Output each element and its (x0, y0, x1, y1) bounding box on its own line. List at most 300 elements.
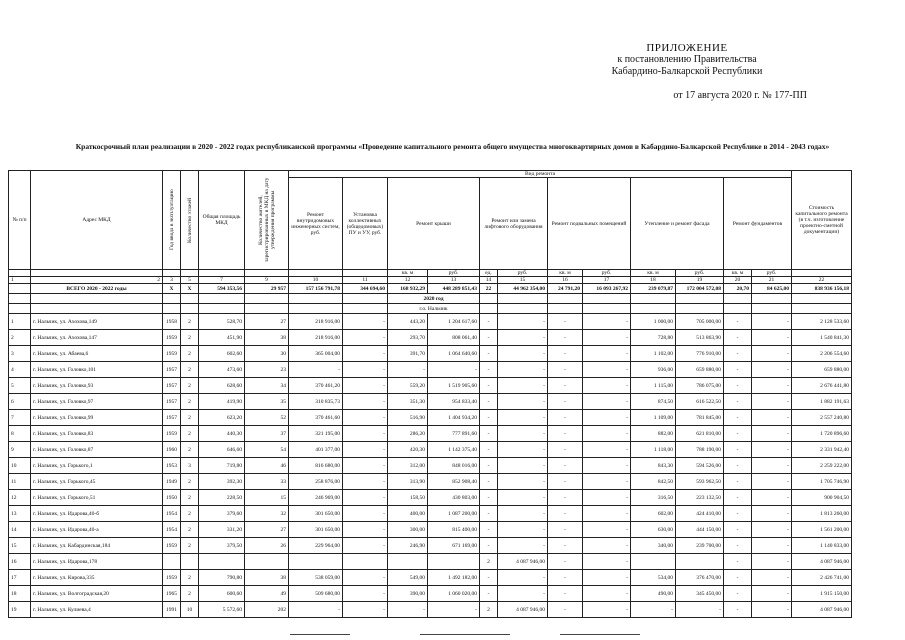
row-elev-rub: - (498, 378, 548, 394)
row-roof-sqm: 400,00 (388, 506, 428, 522)
total-label: ВСЕГО 2020 - 2022 годы (31, 284, 163, 294)
appendix-line-2: Кабардино-Балкарской Республики (611, 66, 763, 77)
row-floors: 2 (181, 490, 199, 506)
row-cost: 1 561 200,00 (792, 522, 852, 538)
row-utility: 321 195,00 (289, 426, 343, 442)
row-floors (181, 554, 199, 570)
row-roof-sqm: 312,00 (388, 458, 428, 474)
row-base-sqm: - (548, 522, 583, 538)
row-address: г. Нальчик, ул. Головко,93 (31, 378, 163, 394)
row-residents: 35 (245, 394, 289, 410)
row-base-sqm: - (548, 602, 583, 618)
row-utility: 258 876,00 (289, 474, 343, 490)
row-address: г. Нальчик, ул. Горького,45 (31, 474, 163, 490)
row-year: 1959 (163, 426, 181, 442)
row-elev-units: - (480, 378, 498, 394)
row-floors: 2 (181, 442, 199, 458)
row-cost: 4 087 946,00 (792, 602, 852, 618)
row-num: 13 (9, 506, 31, 522)
row-address: г. Нальчик, ул. Абаева,6 (31, 346, 163, 362)
row-area: 602,60 (199, 346, 245, 362)
appendix-header (567, 42, 807, 78)
row-utility: 301 650,00 (289, 522, 343, 538)
table-row (9, 346, 852, 362)
row-roof-rub: - (428, 362, 480, 378)
row-base-sqm: - (548, 330, 583, 346)
col-facade: Утепление и ремонт фасада (631, 178, 724, 270)
row-fac-sqm (631, 554, 676, 570)
row-num: 16 (9, 554, 31, 570)
total-meters: 344 694,60 (343, 284, 388, 294)
row-fnd-sqm: - (724, 314, 752, 330)
row-residents: 26 (245, 538, 289, 554)
row-roof-sqm: 300,00 (388, 522, 428, 538)
row-fnd-rub: - (752, 490, 792, 506)
row-area: 600,60 (199, 586, 245, 602)
row-fac-rub: 376 470,00 (676, 570, 724, 586)
row-utility: 218 916,00 (289, 330, 343, 346)
row-meters: - (343, 538, 388, 554)
row-base-rub: - (583, 346, 631, 362)
row-address: г. Нальчик, ул. Головко,97 (31, 394, 163, 410)
row-year: 1960 (163, 442, 181, 458)
row-roof-rub: 430 803,00 (428, 490, 480, 506)
row-floors: 2 (181, 426, 199, 442)
row-elev-rub: - (498, 330, 548, 346)
row-area: 646,60 (199, 442, 245, 458)
row-elev-rub: - (498, 474, 548, 490)
row-cost: 2 426 741,00 (792, 570, 852, 586)
row-floors: 3 (181, 458, 199, 474)
row-fnd-sqm: - (724, 522, 752, 538)
row-num: 10 (9, 458, 31, 474)
row-roof-rub: 852 908,40 (428, 474, 480, 490)
footer-rule (290, 634, 350, 635)
row-elev-units: - (480, 330, 498, 346)
row-elev-units: - (480, 538, 498, 554)
row-address: г. Нальчик, ул. Кирова,335 (31, 570, 163, 586)
row-roof-rub: 1 492 182,00 (428, 570, 480, 586)
row-residents (245, 554, 289, 570)
unit-elev-units: ед. (480, 270, 498, 277)
colnum: 15 (498, 277, 548, 284)
row-fnd-rub: - (752, 522, 792, 538)
row-elev-rub: - (498, 570, 548, 586)
row-cost: 2 128 533,60 (792, 314, 852, 330)
total-elev-rub: 44 962 354,00 (498, 284, 548, 294)
row-address: г. Нальчик, ул. Ахохова,149 (31, 314, 163, 330)
row-roof-rub: 1 060 020,00 (428, 586, 480, 602)
row-year (163, 554, 181, 570)
row-area: 528,70 (199, 314, 245, 330)
row-elev-units: - (480, 570, 498, 586)
row-fac-sqm: 534,00 (631, 570, 676, 586)
row-cost: 4 087 946,00 (792, 554, 852, 570)
row-address: г. Нальчик, ул. Волгоградская,20 (31, 586, 163, 602)
row-roof-sqm: 351,30 (388, 394, 428, 410)
colnum: 16 (548, 277, 583, 284)
unit-fnd-sqm: кв. м (724, 270, 752, 277)
row-elev-rub: - (498, 522, 548, 538)
row-fnd-rub: - (752, 346, 792, 362)
row-base-sqm: - (548, 410, 583, 426)
colnum: 2 (31, 277, 163, 284)
colnum: 18 (631, 277, 676, 284)
row-meters: - (343, 426, 388, 442)
footer-rule (420, 634, 510, 635)
total-fnd-sqm: 20,70 (724, 284, 752, 294)
colnum: 22 (792, 277, 852, 284)
total-roof-sqm: 168 932,29 (388, 284, 428, 294)
col-repair-type: Вид ремонта (289, 171, 792, 178)
row-area: 628,60 (199, 378, 245, 394)
row-base-rub: - (583, 378, 631, 394)
total-cost: 838 936 156,18 (792, 284, 852, 294)
row-fnd-rub: - (752, 410, 792, 426)
col-residents (245, 171, 289, 270)
table-row (9, 330, 852, 346)
row-address: г. Нальчик, ул. Головко,87 (31, 442, 163, 458)
year-row (9, 294, 852, 304)
row-roof-rub (428, 554, 480, 570)
year-label: 2020 год (388, 294, 480, 304)
row-fnd-sqm: - (724, 506, 752, 522)
row-utility: 246 969,00 (289, 490, 343, 506)
row-floors: 2 (181, 314, 199, 330)
row-fac-sqm: 842,50 (631, 474, 676, 490)
row-utility: 816 680,00 (289, 458, 343, 474)
col-address: Адрес МКД (31, 171, 163, 270)
row-base-rub: - (583, 314, 631, 330)
row-cost: 659 880,00 (792, 362, 852, 378)
row-roof-sqm: 516,90 (388, 410, 428, 426)
row-elev-rub: - (498, 410, 548, 426)
row-residents: 30 (245, 346, 289, 362)
row-base-sqm: - (548, 506, 583, 522)
row-base-rub: - (583, 410, 631, 426)
col-cost: Стоимость капитального ремонта (в т.ч. изготовление проектно-сметной документации) (792, 171, 852, 270)
unit-elev-rub: руб. (498, 270, 548, 277)
row-num: 14 (9, 522, 31, 538)
unit-roof-sqm: кв. м (388, 270, 428, 277)
row-meters (343, 554, 388, 570)
row-base-sqm: - (548, 490, 583, 506)
row-fac-rub: 705 000,00 (676, 314, 724, 330)
appendix-line-1: к постановлению Правительства (617, 54, 757, 65)
row-meters: - (343, 602, 388, 618)
row-utility: 370 461,60 (289, 410, 343, 426)
row-fnd-rub: - (752, 570, 792, 586)
row-fnd-rub: - (752, 506, 792, 522)
col-foundation: Ремонт фундаментов (724, 178, 792, 270)
colnum: 21 (752, 277, 792, 284)
row-elev-units: - (480, 394, 498, 410)
row-elev-units: 2 (480, 554, 498, 570)
row-fnd-sqm: - (724, 554, 752, 570)
row-elev-rub: 4 087 946,00 (498, 554, 548, 570)
row-address: г. Нальчик, ул. Кабардинская,184 (31, 538, 163, 554)
row-num: 4 (9, 362, 31, 378)
row-utility: 538 059,00 (289, 570, 343, 586)
total-fac-sqm: 239 079,87 (631, 284, 676, 294)
row-utility: - (289, 362, 343, 378)
colnum: 11 (343, 277, 388, 284)
row-roof-sqm: 391,70 (388, 346, 428, 362)
col-year-label: Год ввода в эксплуатацию (168, 189, 175, 251)
plan-table-wrapper (8, 170, 851, 618)
row-address: г. Нальчик, ул. Горького,51 (31, 490, 163, 506)
city-label: г.о. Нальчик (388, 304, 480, 314)
row-fac-sqm: 936,00 (631, 362, 676, 378)
row-fac-sqm: - (631, 602, 676, 618)
row-elev-units: - (480, 506, 498, 522)
row-fnd-sqm: - (724, 570, 752, 586)
row-year: 1965 (163, 586, 181, 602)
unit-base-sqm: кв. м (548, 270, 583, 277)
row-fac-rub: 621 810,00 (676, 426, 724, 442)
row-area: 623,20 (199, 410, 245, 426)
row-year: 1959 (163, 346, 181, 362)
row-utility: 509 680,00 (289, 586, 343, 602)
table-row (9, 490, 852, 506)
row-fac-rub: 593 962,50 (676, 474, 724, 490)
row-area (199, 554, 245, 570)
row-year: 1957 (163, 410, 181, 426)
total-row (9, 284, 852, 294)
row-base-sqm: - (548, 346, 583, 362)
total-roof-rub: 448 289 851,43 (428, 284, 480, 294)
row-base-rub: - (583, 602, 631, 618)
row-elev-units: - (480, 474, 498, 490)
row-residents: 23 (245, 362, 289, 378)
row-roof-rub: 848 016,00 (428, 458, 480, 474)
row-fnd-sqm: - (724, 330, 752, 346)
row-area: 331,20 (199, 522, 245, 538)
plan-table (8, 170, 852, 618)
row-area: 379,50 (199, 538, 245, 554)
row-base-rub: - (583, 570, 631, 586)
colnum: 19 (676, 277, 724, 284)
row-fac-rub: 781 845,00 (676, 410, 724, 426)
total-fnd-rub: 84 625,00 (752, 284, 792, 294)
row-fac-sqm: 1 118,00 (631, 442, 676, 458)
row-meters: - (343, 570, 388, 586)
row-cost: 1 540 841,30 (792, 330, 852, 346)
row-fnd-rub: - (752, 538, 792, 554)
row-base-rub: - (583, 522, 631, 538)
total-utility: 157 156 791,78 (289, 284, 343, 294)
row-area: 5 572,60 (199, 602, 245, 618)
row-num: 11 (9, 474, 31, 490)
row-num: 8 (9, 426, 31, 442)
col-basement: Ремонт подвальных помещений (548, 178, 631, 270)
row-utility: 365 004,00 (289, 346, 343, 362)
col-meters: Установка коллективных (общедомовых) ПУ и УУ, руб. (343, 178, 388, 270)
row-fnd-rub: - (752, 314, 792, 330)
row-fac-rub: - (676, 602, 724, 618)
row-fac-rub: 594 526,00 (676, 458, 724, 474)
decree-date: от 17 августа 2020 г. № 177-ПП (673, 90, 807, 101)
row-num: 5 (9, 378, 31, 394)
row-num: 12 (9, 490, 31, 506)
row-floors: 2 (181, 506, 199, 522)
table-row (9, 458, 852, 474)
total-fac-rub: 172 004 572,08 (676, 284, 724, 294)
row-cost: 1 915 150,00 (792, 586, 852, 602)
row-fnd-sqm: - (724, 378, 752, 394)
row-address: г. Нальчик, ул. Головко,101 (31, 362, 163, 378)
city-row (9, 304, 852, 314)
unit-base-rub: руб. (583, 270, 631, 277)
row-fac-sqm: 490,00 (631, 586, 676, 602)
row-cost: 1 813 260,00 (792, 506, 852, 522)
row-roof-rub: 954 833,40 (428, 394, 480, 410)
row-fnd-rub: - (752, 378, 792, 394)
row-fnd-sqm: - (724, 442, 752, 458)
row-base-sqm: - (548, 474, 583, 490)
row-num: 18 (9, 586, 31, 602)
row-floors: 2 (181, 394, 199, 410)
row-elev-rub: - (498, 490, 548, 506)
total-residents: 29 957 (245, 284, 289, 294)
row-roof-sqm: 390,00 (388, 586, 428, 602)
row-residents: 37 (245, 426, 289, 442)
row-elev-rub: - (498, 394, 548, 410)
row-base-rub: - (583, 554, 631, 570)
row-roof-rub: 1 519 905,60 (428, 378, 480, 394)
row-elev-units: - (480, 362, 498, 378)
total-area: 594 353,56 (199, 284, 245, 294)
row-base-sqm: - (548, 362, 583, 378)
row-area: 473,60 (199, 362, 245, 378)
table-body (9, 277, 852, 618)
row-fnd-rub: - (752, 442, 792, 458)
row-num: 7 (9, 410, 31, 426)
row-roof-sqm: 313,90 (388, 474, 428, 490)
row-base-sqm: - (548, 426, 583, 442)
row-area: 419,90 (199, 394, 245, 410)
row-fnd-rub: - (752, 330, 792, 346)
row-base-sqm: - (548, 442, 583, 458)
row-residents: 202 (245, 602, 289, 618)
row-elev-rub: - (498, 506, 548, 522)
row-fac-rub (676, 554, 724, 570)
row-num: 19 (9, 602, 31, 618)
row-elev-rub: - (498, 538, 548, 554)
total-base-sqm: 24 791,20 (548, 284, 583, 294)
row-elev-rub: - (498, 426, 548, 442)
col-roof: Ремонт крыши (388, 178, 480, 270)
row-roof-rub: 815 400,00 (428, 522, 480, 538)
row-residents: 38 (245, 330, 289, 346)
row-fnd-sqm: - (724, 538, 752, 554)
row-year: 1959 (163, 570, 181, 586)
row-year: 1949 (163, 474, 181, 490)
row-fac-sqm: 1 000,00 (631, 314, 676, 330)
table-row (9, 426, 852, 442)
row-fac-sqm: 874,50 (631, 394, 676, 410)
row-area: 440,30 (199, 426, 245, 442)
colnum: 20 (724, 277, 752, 284)
table-row (9, 602, 852, 618)
row-year: 1957 (163, 394, 181, 410)
row-fac-rub: 345 450,00 (676, 586, 724, 602)
row-floors: 2 (181, 346, 199, 362)
row-address: г. Нальчик, ул. Головко,83 (31, 426, 163, 442)
row-residents: 33 (245, 474, 289, 490)
row-elev-units: - (480, 314, 498, 330)
row-elev-units: 2 (480, 602, 498, 618)
row-address: г. Нальчик, ул. Идарова,40-а (31, 522, 163, 538)
row-num: 17 (9, 570, 31, 586)
row-floors: 2 (181, 522, 199, 538)
row-utility (289, 554, 343, 570)
row-roof-sqm: 286,20 (388, 426, 428, 442)
table-row (9, 586, 852, 602)
row-base-rub: - (583, 442, 631, 458)
row-base-sqm: - (548, 378, 583, 394)
col-utility: Ремонт внутридомовых инженерных систем, руб. (289, 178, 343, 270)
colnum: 12 (388, 277, 428, 284)
row-address: г. Нальчик, ул. Горького,1 (31, 458, 163, 474)
row-base-sqm: - (548, 538, 583, 554)
row-utility: 370 461,20 (289, 378, 343, 394)
row-fac-sqm: 1 102,00 (631, 346, 676, 362)
row-base-sqm: - (548, 458, 583, 474)
row-area: 379,60 (199, 506, 245, 522)
colnum: 5 (181, 277, 199, 284)
row-residents: 54 (245, 442, 289, 458)
row-year: 1959 (163, 330, 181, 346)
colnum: 3 (163, 277, 181, 284)
row-roof-sqm (388, 554, 428, 570)
row-elev-rub: - (498, 586, 548, 602)
row-base-sqm: - (548, 394, 583, 410)
row-cost: 2 676 441,80 (792, 378, 852, 394)
row-elev-units: - (480, 426, 498, 442)
appendix-title: ПРИЛОЖЕНИЕ (646, 42, 728, 54)
row-meters: - (343, 410, 388, 426)
row-residents: 27 (245, 314, 289, 330)
row-area: 719,80 (199, 458, 245, 474)
colnum: 7 (199, 277, 245, 284)
row-utility: 301 650,00 (289, 506, 343, 522)
table-row (9, 410, 852, 426)
row-elev-units: - (480, 442, 498, 458)
row-year: 1954 (163, 506, 181, 522)
row-base-rub: - (583, 330, 631, 346)
row-fnd-rub: - (752, 602, 792, 618)
row-fac-sqm: 843,30 (631, 458, 676, 474)
row-fac-rub: 776 910,00 (676, 346, 724, 362)
row-fnd-sqm: - (724, 426, 752, 442)
row-area: 228,50 (199, 490, 245, 506)
row-meters: - (343, 378, 388, 394)
row-base-rub: - (583, 394, 631, 410)
table-row (9, 474, 852, 490)
row-floors: 2 (181, 474, 199, 490)
row-residents: 34 (245, 378, 289, 394)
row-fnd-rub: - (752, 362, 792, 378)
row-fac-rub: 786 075,00 (676, 378, 724, 394)
row-fnd-sqm: - (724, 394, 752, 410)
row-floors: 2 (181, 410, 199, 426)
table-row (9, 570, 852, 586)
row-base-rub: - (583, 586, 631, 602)
document-title: Краткосрочный план реализации в 2020 - 2022 годах республиканской программы «Проведение капитального ремонта общего имущества многоквартирных домов в Кабардино-Балкарской Республике в 2014 - 2043 годах» (75, 142, 830, 151)
row-meters: - (343, 346, 388, 362)
row-roof-rub: 1 142 375,40 (428, 442, 480, 458)
